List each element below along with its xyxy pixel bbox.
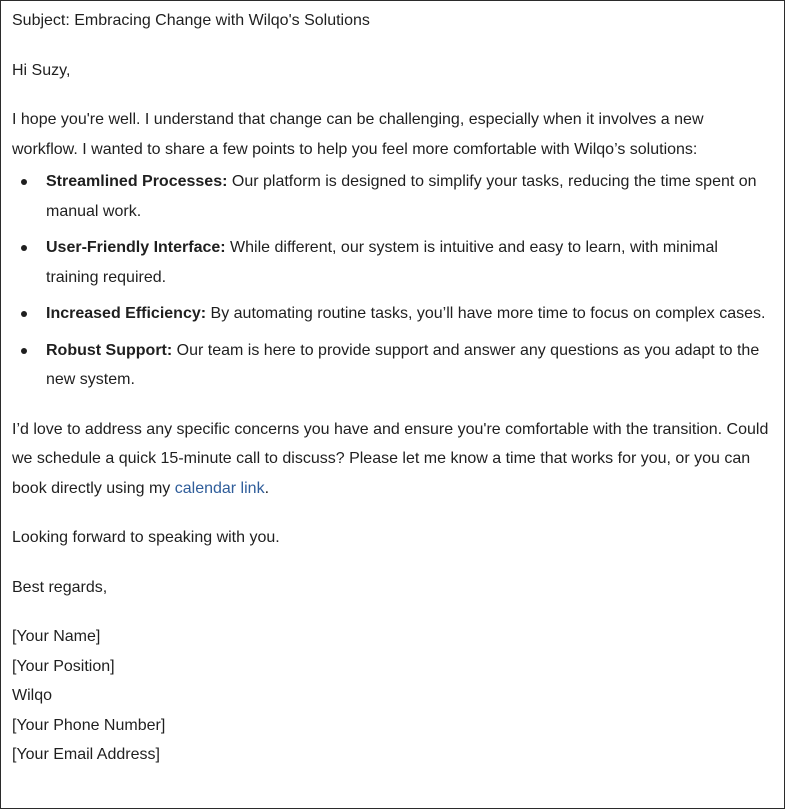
bullet-text: Our platform is designed to simplify your tasks, reducing the time spent on manual work. [46,173,757,220]
bullet-text: Our team is here to provide support and answer any questions as you adapt to the new system. [46,341,760,388]
signature-phone: [Your Phone Number] [12,716,166,734]
list-item [12,336,773,395]
bullet-icon [21,348,27,354]
bullet-icon [21,179,27,185]
call-request-paragraph [12,415,773,504]
signature-position: [Your Position] [12,657,115,675]
bullet-title: Streamlined Processes: [46,173,228,190]
bullet-text: While different, our system is intuitive and easy to learn, with minimal training required. [46,239,718,286]
email-greeting: Hi Suzy, [12,61,71,79]
signoff: Best regards, [12,578,108,596]
closing-line: Looking forward to speaking with you. [12,529,280,546]
list-item [12,299,773,329]
signature-name: [Your Name] [12,628,101,645]
signature-block [12,622,773,770]
call-request-text: I’d love to address any specific concerns you have and ensure you're comfortable with the transition. Could we schedule a quick 15-minute call to discuss? Please let me know a time that works for you, or you can book directly using my [12,420,769,497]
bullet-title: User-Friendly Interface: [46,239,226,256]
bullet-icon [21,245,27,251]
bullet-title: Robust Support: [46,341,173,359]
signature-email: [Your Email Address] [12,746,160,763]
benefits-list [12,167,773,395]
list-item [12,233,773,292]
signature-company: Wilqo [12,687,53,704]
email-body [12,6,773,770]
bullet-icon [21,311,27,317]
email-subject: Subject: Embracing Change with Wilqo's Solutions [12,12,370,29]
calendar-link[interactable]: calendar link [174,479,265,497]
bullet-title: Increased Efficiency: [46,305,207,322]
email-intro: I hope you're well. I understand that change can be challenging, especially when it involves a new workflow. I wanted to share a few points to help you feel more comfortable with Wilqo’s solutions: [12,111,704,158]
list-item [12,167,773,226]
call-request-end: . [264,479,270,497]
bullet-text: By automating routine tasks, you’ll have more time to focus on complex cases. [206,305,766,322]
